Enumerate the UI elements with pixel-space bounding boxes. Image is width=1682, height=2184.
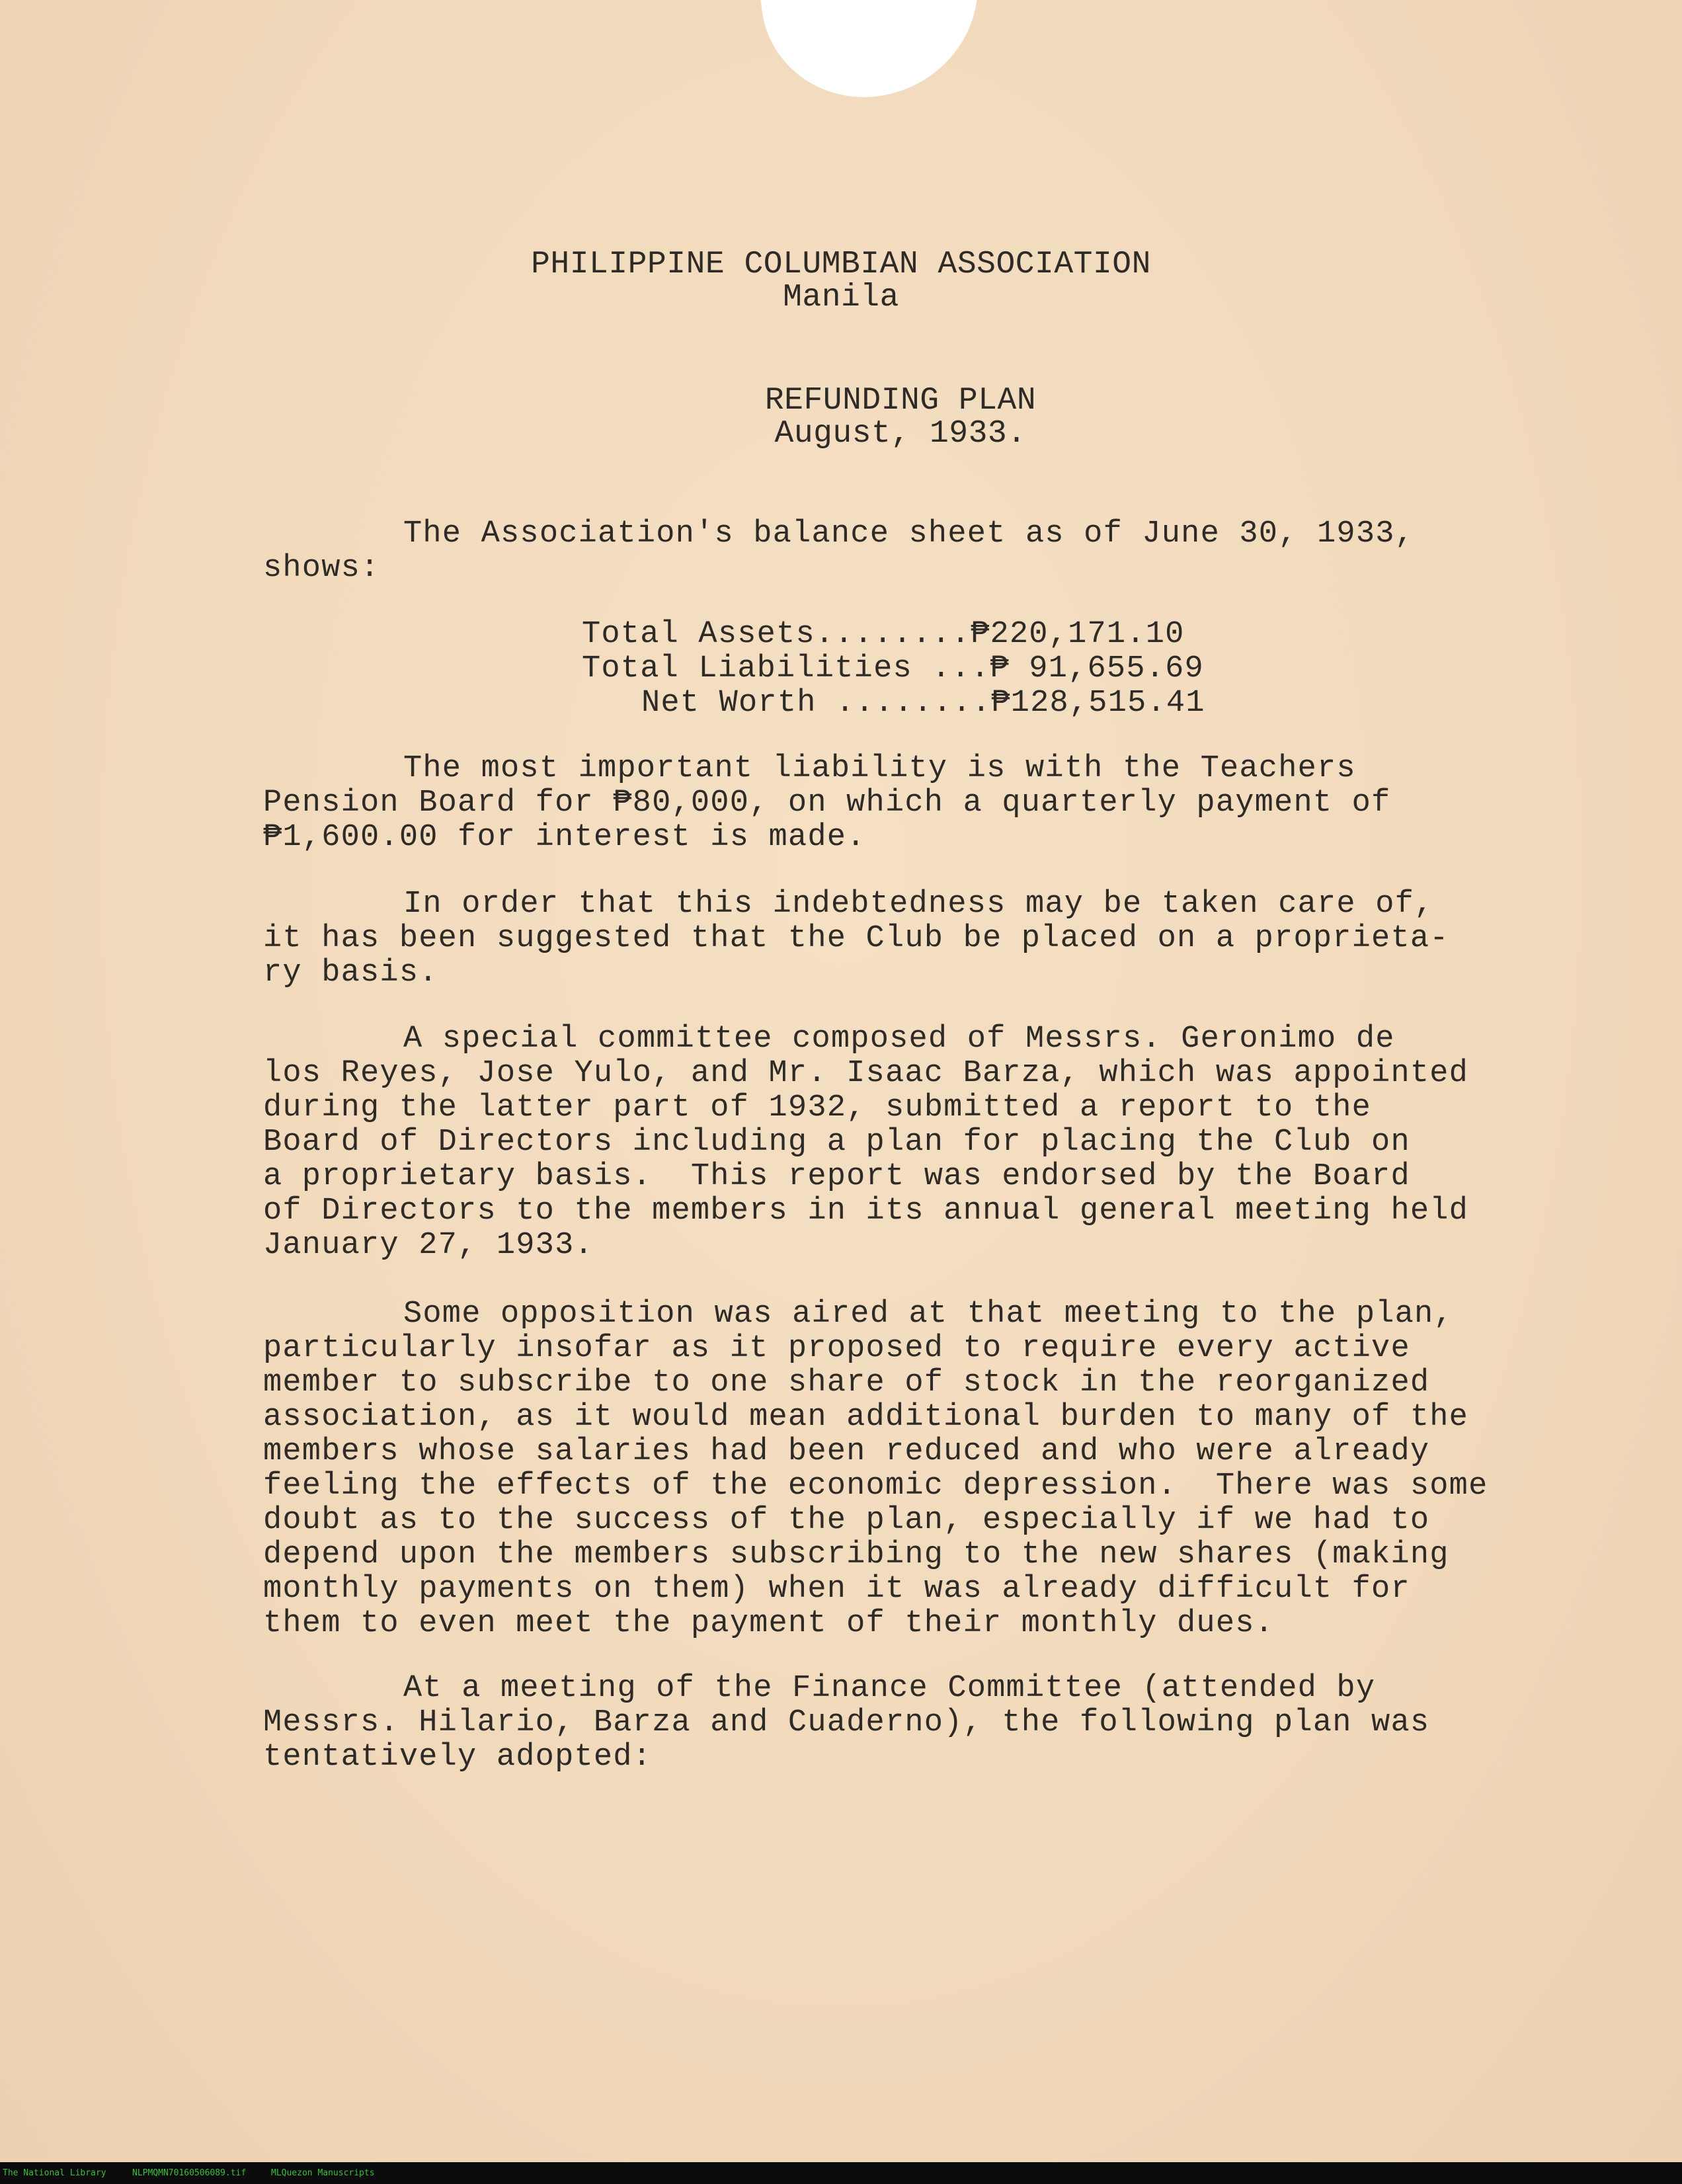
para2-line: Pension Board for ₱80,000, on which a quarterly payment of (263, 786, 1391, 821)
para3-line: ry basis. (263, 955, 438, 991)
para5-line: members whose salaries had been reduced and who were already (263, 1434, 1430, 1469)
para5-line: particularly insofar as it proposed to require every active (263, 1331, 1410, 1366)
para4-line: January 27, 1933. (263, 1228, 594, 1263)
para5-line: monthly payments on them) when it was already difficult for (263, 1572, 1410, 1607)
organization-city: Manila (783, 280, 899, 315)
para1-line: shows: (263, 551, 380, 586)
para5-line: Some opposition was aired at that meeting to the plan, (403, 1297, 1453, 1332)
document-title: REFUNDING PLAN (764, 383, 1037, 419)
para2-line: ₱1,600.00 for interest is made. (263, 820, 866, 855)
para5-line: doubt as to the success of the plan, especially if we had to (263, 1503, 1430, 1538)
para5-line: association, as it would mean additional burden to many of the (263, 1400, 1469, 1435)
document-date: August, 1933. (774, 416, 1027, 452)
para4-line: during the latter part of 1932, submitted a report to the (263, 1090, 1372, 1125)
para4-line: A special committee composed of Messrs. Geronimo de (403, 1022, 1395, 1057)
para6-line: tentatively adopted: (263, 1740, 653, 1775)
para4-line: of Directors to the members in its annual general meeting held (263, 1193, 1469, 1229)
footer-collection: MLQuezon Manuscripts (271, 2168, 375, 2178)
para2-line: The most important liability is with the Teachers (403, 751, 1356, 786)
net-worth: Net Worth ........₱128,515.41 (641, 686, 1205, 721)
para5-line: feeling the effects of the economic depression. There was some (263, 1469, 1488, 1504)
torn-hole (760, 0, 992, 110)
para5-line: member to subscribe to one share of stock in the reorganized (263, 1365, 1430, 1400)
para1-line: The Association's balance sheet as of June 30, 1933, (403, 516, 1415, 551)
archive-footer-bar (0, 2162, 1682, 2184)
para4-line: los Reyes, Jose Yulo, and Mr. Isaac Barza, which was appointed (263, 1056, 1469, 1091)
total-assets: Total Assets........₱220,171.10 (582, 617, 1185, 652)
para4-line: Board of Directors including a plan for placing the Club on (263, 1125, 1410, 1160)
para3-line: In order that this indebtedness may be taken care of, (403, 887, 1434, 922)
para5-line: depend upon the members subscribing to the new shares (making (263, 1537, 1449, 1572)
para4-line: a proprietary basis. This report was endorsed by the Board (263, 1159, 1410, 1194)
total-liabilities: Total Liabilities ...₱ 91,655.69 (582, 651, 1204, 686)
para3-line: it has been suggested that the Club be placed on a proprieta- (263, 921, 1449, 956)
para5-line: them to even meet the payment of their monthly dues. (263, 1606, 1275, 1641)
para6-line: At a meeting of the Finance Committee (attended by (403, 1671, 1376, 1706)
organization-name: PHILIPPINE COLUMBIAN ASSOCIATION (531, 247, 1151, 282)
footer-file: NLPMQMN70160506089.tif (132, 2168, 247, 2178)
footer-library: The National Library (3, 2168, 106, 2178)
para6-line: Messrs. Hilario, Barza and Cuaderno), the following plan was (263, 1705, 1430, 1740)
